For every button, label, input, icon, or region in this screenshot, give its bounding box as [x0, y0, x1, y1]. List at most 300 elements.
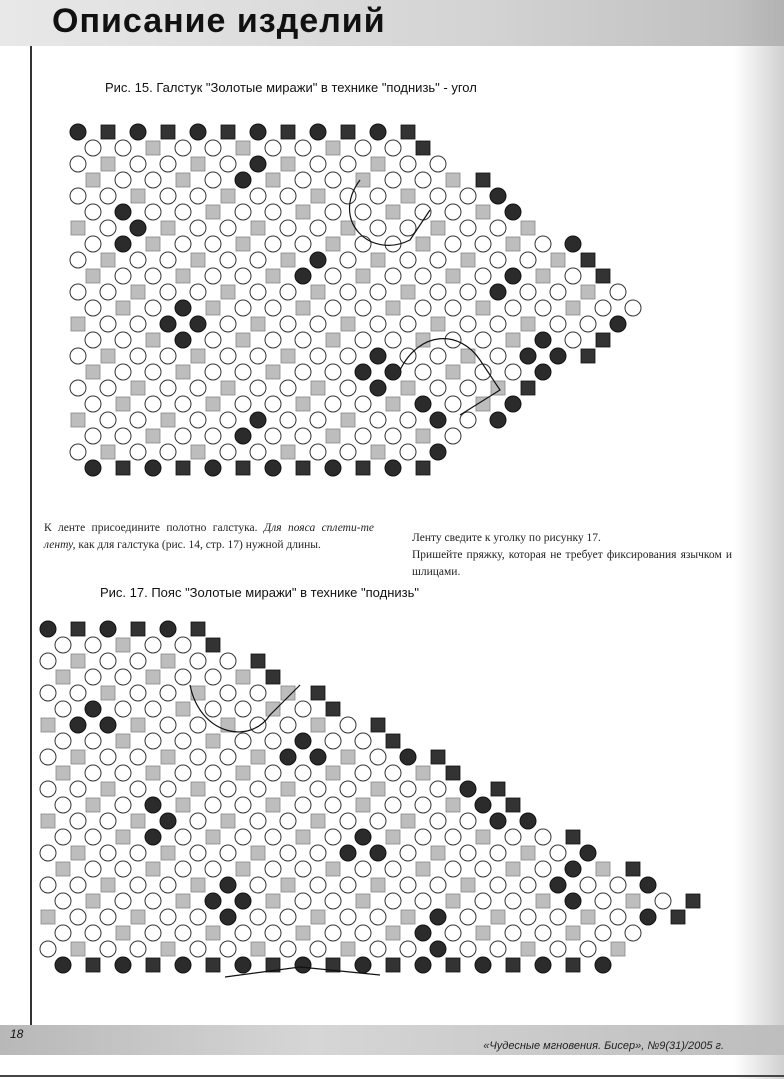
dark-bead	[175, 332, 191, 348]
dark-bead	[490, 412, 506, 428]
outline-bead	[85, 236, 101, 252]
outline-bead	[325, 204, 341, 220]
dark-square-bead	[101, 125, 115, 139]
outline-bead	[70, 909, 86, 925]
outline-bead	[295, 140, 311, 156]
dark-bead	[355, 364, 371, 380]
dark-square-bead	[311, 686, 325, 700]
outline-bead	[520, 909, 536, 925]
light-square-bead	[386, 205, 400, 219]
outline-bead	[535, 300, 551, 316]
outline-bead	[535, 925, 551, 941]
outline-bead	[325, 797, 341, 813]
light-square-bead	[461, 878, 475, 892]
outline-bead	[445, 204, 461, 220]
outline-bead	[220, 348, 236, 364]
outline-bead	[250, 380, 266, 396]
outline-bead	[460, 316, 476, 332]
dark-bead	[640, 877, 656, 893]
light-square-bead	[191, 253, 205, 267]
outline-bead	[100, 380, 116, 396]
light-square-bead	[266, 173, 280, 187]
outline-bead	[265, 332, 281, 348]
light-square-bead	[281, 253, 295, 267]
dark-bead	[235, 893, 251, 909]
dark-bead	[475, 957, 491, 973]
light-square-bead	[41, 718, 55, 732]
dark-square-bead	[71, 622, 85, 636]
light-square-bead	[206, 830, 220, 844]
light-square-bead	[581, 910, 595, 924]
outline-bead	[190, 412, 206, 428]
dark-square-bead	[236, 461, 250, 475]
light-square-bead	[521, 221, 535, 235]
outline-bead	[130, 845, 146, 861]
outline-bead	[550, 845, 566, 861]
light-square-bead	[476, 205, 490, 219]
dark-square-bead	[671, 910, 685, 924]
outline-bead	[400, 941, 416, 957]
outline-bead	[250, 813, 266, 829]
light-square-bead	[521, 317, 535, 331]
dark-bead	[565, 861, 581, 877]
outline-bead	[130, 444, 146, 460]
dark-bead	[355, 829, 371, 845]
light-square-bead	[206, 301, 220, 315]
outline-bead	[190, 220, 206, 236]
outline-bead	[550, 284, 566, 300]
outline-bead	[160, 444, 176, 460]
light-square-bead	[506, 333, 520, 347]
outline-bead	[280, 316, 296, 332]
dark-square-bead	[176, 461, 190, 475]
dark-square-bead	[506, 958, 520, 972]
light-square-bead	[176, 173, 190, 187]
outline-bead	[220, 781, 236, 797]
outline-bead	[265, 829, 281, 845]
light-square-bead	[341, 413, 355, 427]
outline-bead	[625, 925, 641, 941]
light-square-bead	[206, 205, 220, 219]
light-square-bead	[266, 269, 280, 283]
outline-bead	[280, 284, 296, 300]
dark-bead	[310, 252, 326, 268]
light-square-bead	[206, 397, 220, 411]
outline-bead	[70, 156, 86, 172]
light-square-bead	[476, 830, 490, 844]
outline-bead	[130, 156, 146, 172]
light-square-bead	[431, 846, 445, 860]
dark-bead	[370, 124, 386, 140]
light-square-bead	[146, 141, 160, 155]
dark-square-bead	[86, 958, 100, 972]
light-square-bead	[101, 349, 115, 363]
light-square-bead	[161, 654, 175, 668]
outline-bead	[295, 172, 311, 188]
outline-bead	[310, 845, 326, 861]
outline-bead	[115, 364, 131, 380]
light-square-bead	[56, 766, 70, 780]
outline-bead	[205, 701, 221, 717]
outline-bead	[265, 140, 281, 156]
dark-bead	[310, 124, 326, 140]
outline-bead	[355, 765, 371, 781]
outline-bead	[430, 156, 446, 172]
outline-bead	[55, 733, 71, 749]
outline-bead	[175, 637, 191, 653]
light-square-bead	[371, 878, 385, 892]
outline-bead	[445, 829, 461, 845]
dark-bead	[250, 124, 266, 140]
outline-bead	[475, 332, 491, 348]
outline-bead	[70, 348, 86, 364]
instructions-left-paragraph	[44, 520, 374, 554]
outline-bead	[310, 412, 326, 428]
dark-square-bead	[596, 269, 610, 283]
dark-bead	[370, 380, 386, 396]
outline-bead	[325, 300, 341, 316]
dark-square-bead	[521, 381, 535, 395]
outline-bead	[550, 941, 566, 957]
outline-bead	[145, 364, 161, 380]
light-square-bead	[191, 349, 205, 363]
outline-bead	[505, 893, 521, 909]
outline-bead	[235, 364, 251, 380]
outline-bead	[175, 236, 191, 252]
outline-bead	[310, 444, 326, 460]
light-square-bead	[416, 429, 430, 443]
outline-bead	[145, 701, 161, 717]
outline-bead	[235, 925, 251, 941]
light-square-bead	[191, 445, 205, 459]
outline-bead	[85, 300, 101, 316]
dark-bead	[235, 172, 251, 188]
outline-bead	[130, 348, 146, 364]
outline-bead	[355, 428, 371, 444]
outline-bead	[385, 893, 401, 909]
outline-bead	[385, 140, 401, 156]
outline-bead	[235, 396, 251, 412]
outline-bead	[625, 300, 641, 316]
outline-bead	[355, 204, 371, 220]
dark-bead	[55, 957, 71, 973]
outline-bead	[190, 380, 206, 396]
light-square-bead	[311, 189, 325, 203]
outline-bead	[385, 861, 401, 877]
outline-bead	[310, 941, 326, 957]
light-square-bead	[626, 894, 640, 908]
light-square-bead	[311, 718, 325, 732]
outline-bead	[340, 156, 356, 172]
light-square-bead	[371, 445, 385, 459]
dark-bead	[250, 156, 266, 172]
outline-bead	[100, 941, 116, 957]
outline-bead	[280, 412, 296, 428]
outline-bead	[460, 284, 476, 300]
light-square-bead	[296, 397, 310, 411]
outline-bead	[325, 925, 341, 941]
outline-bead	[460, 380, 476, 396]
outline-bead	[340, 380, 356, 396]
dark-bead	[85, 460, 101, 476]
dark-bead	[565, 236, 581, 252]
dark-bead	[235, 957, 251, 973]
outline-bead	[145, 396, 161, 412]
light-square-bead	[41, 814, 55, 828]
outline-bead	[535, 829, 551, 845]
dark-square-bead	[281, 125, 295, 139]
dark-square-bead	[131, 622, 145, 636]
light-square-bead	[326, 333, 340, 347]
dark-bead	[115, 204, 131, 220]
outline-bead	[85, 829, 101, 845]
outline-bead	[460, 813, 476, 829]
outline-bead	[115, 332, 131, 348]
dark-bead	[160, 316, 176, 332]
dark-bead	[535, 957, 551, 973]
outline-bead	[100, 813, 116, 829]
light-square-bead	[176, 365, 190, 379]
dark-square-bead	[446, 766, 460, 780]
outline-bead	[595, 893, 611, 909]
outline-bead	[115, 172, 131, 188]
outline-bead	[70, 685, 86, 701]
outline-bead	[295, 364, 311, 380]
outline-bead	[85, 396, 101, 412]
outline-bead	[295, 765, 311, 781]
outline-bead	[85, 925, 101, 941]
light-square-bead	[86, 894, 100, 908]
dark-square-bead	[221, 125, 235, 139]
outline-bead	[190, 284, 206, 300]
outline-bead	[280, 220, 296, 236]
outline-bead	[325, 829, 341, 845]
outline-bead	[70, 252, 86, 268]
light-square-bead	[176, 269, 190, 283]
outline-bead	[220, 220, 236, 236]
outline-bead	[400, 781, 416, 797]
outline-bead	[445, 925, 461, 941]
outline-bead	[40, 941, 56, 957]
outline-bead	[130, 252, 146, 268]
light-square-bead	[236, 141, 250, 155]
outline-bead	[340, 877, 356, 893]
outline-bead	[235, 204, 251, 220]
outline-bead	[70, 781, 86, 797]
light-square-bead	[401, 910, 415, 924]
outline-bead	[235, 268, 251, 284]
outline-bead	[250, 909, 266, 925]
outline-bead	[70, 877, 86, 893]
outline-bead	[385, 332, 401, 348]
light-square-bead	[401, 381, 415, 395]
outline-bead	[265, 925, 281, 941]
outline-bead	[175, 204, 191, 220]
light-square-bead	[251, 846, 265, 860]
dark-square-bead	[596, 333, 610, 347]
outline-bead	[490, 252, 506, 268]
outline-bead	[100, 412, 116, 428]
outline-bead	[130, 412, 146, 428]
outline-bead	[355, 332, 371, 348]
outline-bead	[370, 220, 386, 236]
outline-bead	[250, 188, 266, 204]
outline-bead	[205, 140, 221, 156]
light-square-bead	[386, 301, 400, 315]
light-square-bead	[551, 253, 565, 267]
light-square-bead	[281, 782, 295, 796]
outline-bead	[190, 845, 206, 861]
outline-bead	[160, 380, 176, 396]
outline-bead	[370, 412, 386, 428]
outline-bead	[160, 252, 176, 268]
outline-bead	[445, 861, 461, 877]
dark-bead	[175, 957, 191, 973]
outline-bead	[295, 236, 311, 252]
instructions-right-p2: Пришейте пряжку, которая не требует фиксирования язычком и шлицами.	[412, 549, 732, 578]
light-square-bead	[401, 189, 415, 203]
light-square-bead	[116, 734, 130, 748]
outline-bead	[355, 140, 371, 156]
light-square-bead	[56, 670, 70, 684]
dark-square-bead	[206, 638, 220, 652]
page-number: 18	[10, 1027, 24, 1041]
outline-bead	[145, 733, 161, 749]
light-square-bead	[71, 750, 85, 764]
outline-bead	[250, 252, 266, 268]
outline-bead	[55, 829, 71, 845]
dark-bead	[190, 316, 206, 332]
dark-square-bead	[161, 125, 175, 139]
outline-bead	[85, 861, 101, 877]
outline-bead	[520, 284, 536, 300]
outline-bead	[40, 749, 56, 765]
outline-bead	[205, 236, 221, 252]
outline-bead	[325, 396, 341, 412]
outline-bead	[490, 316, 506, 332]
dark-bead	[505, 204, 521, 220]
light-square-bead	[221, 189, 235, 203]
outline-bead	[460, 909, 476, 925]
dark-bead	[295, 268, 311, 284]
light-square-bead	[341, 317, 355, 331]
outline-bead	[55, 893, 71, 909]
outline-bead	[340, 909, 356, 925]
outline-bead	[175, 861, 191, 877]
outline-bead	[160, 717, 176, 733]
light-square-bead	[281, 878, 295, 892]
light-square-bead	[521, 942, 535, 956]
outline-bead	[265, 236, 281, 252]
outline-bead	[205, 669, 221, 685]
outline-bead	[325, 172, 341, 188]
outline-bead	[220, 749, 236, 765]
light-square-bead	[476, 926, 490, 940]
outline-bead	[310, 316, 326, 332]
outline-bead	[370, 813, 386, 829]
dark-square-bead	[566, 958, 580, 972]
light-square-bead	[86, 269, 100, 283]
light-square-bead	[161, 413, 175, 427]
light-square-bead	[71, 221, 85, 235]
outline-bead	[490, 348, 506, 364]
dark-bead	[100, 621, 116, 637]
light-square-bead	[416, 862, 430, 876]
dark-square-bead	[341, 125, 355, 139]
outline-bead	[295, 701, 311, 717]
dark-bead	[430, 941, 446, 957]
dark-square-bead	[356, 461, 370, 475]
light-square-bead	[146, 862, 160, 876]
outline-bead	[235, 733, 251, 749]
light-square-bead	[266, 798, 280, 812]
outline-bead	[130, 877, 146, 893]
dark-bead	[340, 845, 356, 861]
dark-bead	[205, 460, 221, 476]
dark-bead	[415, 925, 431, 941]
outline-bead	[100, 845, 116, 861]
dark-bead	[565, 893, 581, 909]
outline-bead	[370, 284, 386, 300]
outline-bead	[415, 797, 431, 813]
dark-bead	[610, 316, 626, 332]
outline-bead	[175, 765, 191, 781]
light-square-bead	[116, 301, 130, 315]
dark-square-bead	[416, 461, 430, 475]
instructions-left	[44, 520, 374, 554]
dark-square-bead	[326, 702, 340, 716]
light-square-bead	[206, 734, 220, 748]
dark-bead	[190, 124, 206, 140]
outline-bead	[40, 781, 56, 797]
outline-bead	[295, 893, 311, 909]
outline-bead	[160, 781, 176, 797]
outline-bead	[580, 316, 596, 332]
light-square-bead	[416, 333, 430, 347]
light-square-bead	[191, 157, 205, 171]
outline-bead	[205, 428, 221, 444]
outline-bead	[145, 925, 161, 941]
outline-bead	[100, 284, 116, 300]
outline-bead	[325, 733, 341, 749]
outline-bead	[55, 637, 71, 653]
outline-bead	[235, 300, 251, 316]
outline-bead	[190, 653, 206, 669]
dark-bead	[550, 877, 566, 893]
dark-bead	[430, 909, 446, 925]
outline-bead	[490, 877, 506, 893]
figure-15-diagram	[0, 120, 700, 490]
outline-bead	[100, 653, 116, 669]
light-square-bead	[236, 862, 250, 876]
light-square-bead	[221, 814, 235, 828]
outline-bead	[310, 220, 326, 236]
light-square-bead	[56, 862, 70, 876]
light-square-bead	[461, 253, 475, 267]
outline-bead	[505, 300, 521, 316]
outline-bead	[340, 781, 356, 797]
outline-bead	[265, 765, 281, 781]
instructions-left-italic: Для пояса сплети-те ленту,	[44, 522, 374, 551]
outline-bead	[175, 733, 191, 749]
light-square-bead	[161, 942, 175, 956]
outline-bead	[235, 701, 251, 717]
light-square-bead	[131, 910, 145, 924]
light-square-bead	[281, 445, 295, 459]
outline-bead	[310, 781, 326, 797]
outline-bead	[310, 156, 326, 172]
light-square-bead	[536, 894, 550, 908]
